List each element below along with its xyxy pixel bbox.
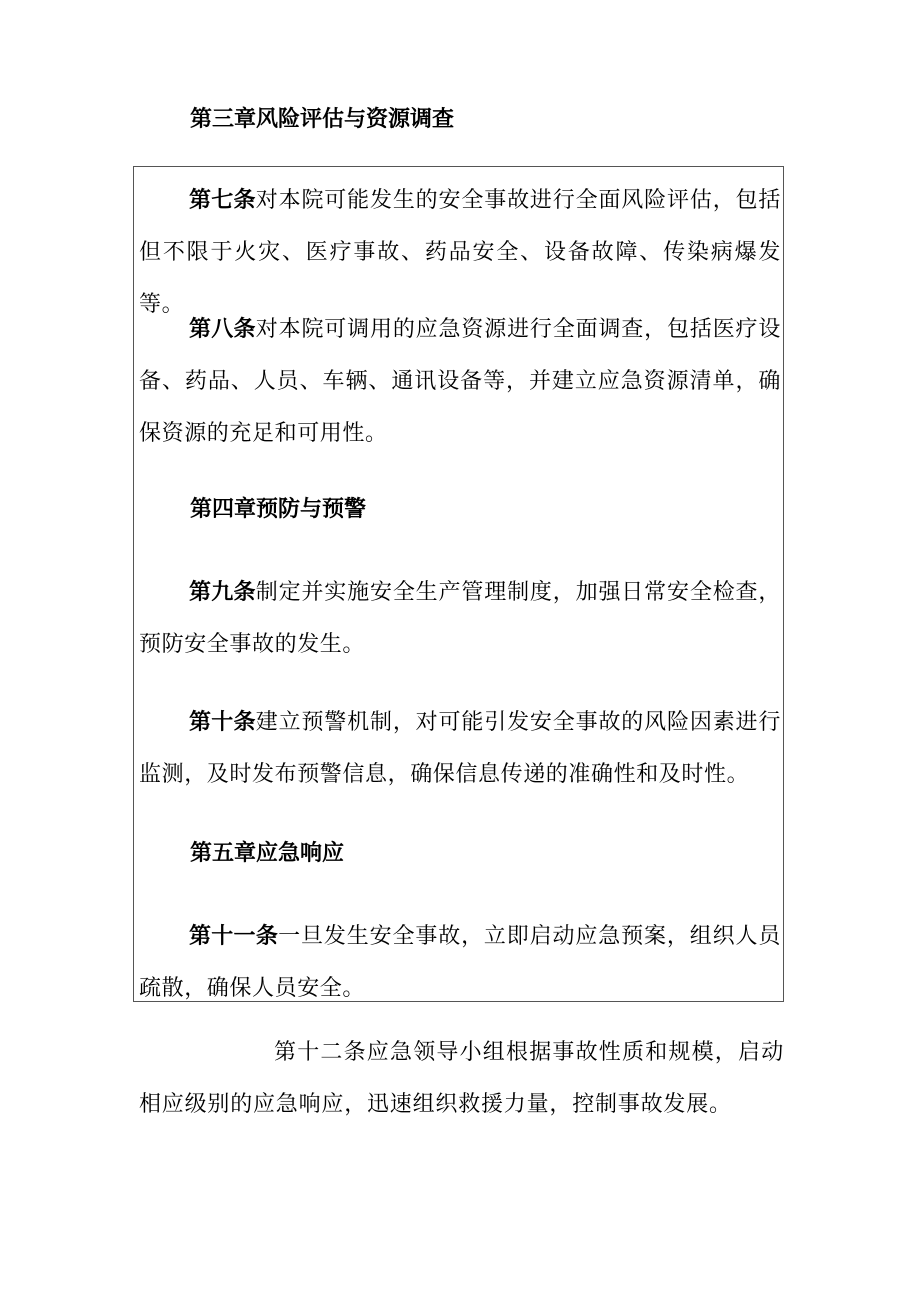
article-10: [139, 697, 781, 801]
article-9-number: 第九条: [189, 580, 256, 605]
article-9-text: 制定并实施安全生产管理制度，加强日常安全检查，预防安全事故的发生。: [139, 580, 781, 657]
article-8: [139, 304, 781, 460]
article-8-number: 第八条: [189, 317, 256, 342]
article-10-text: 建立预警机制，对可能引发安全事故的风险因素进行监测，及时发布预警信息，确保信息传递的准确性和及时性。: [139, 710, 781, 787]
article-7-text: 对本院可能发生的安全事故进行全面风险评估，包括但不限于火灾、医疗事故、药品安全、设备故障、传染病爆发等。: [139, 188, 781, 317]
article-11: [139, 911, 781, 1015]
article-8-text: 对本院可调用的应急资源进行全面调查，包括医疗设备、药品、人员、车辆、通讯设备等，并建立应急资源清单，确保资源的充足和可用性。: [139, 317, 781, 446]
article-10-number: 第十条: [189, 710, 256, 735]
chapter5-title: 第五章应急响应: [190, 841, 345, 866]
chapter4-title: 第四章预防与预警: [190, 497, 367, 522]
chapter3-title: 第三章风险评估与资源调查: [190, 107, 455, 132]
article-12: 第十二条应急领导小组根据事故性质和规模，启动相应级别的应急响应，迅速组织救援力量，控制事故发展。: [139, 1040, 784, 1117]
article-11-text: 一旦发生安全事故，立即启动应急预案，组织人员疏散，确保人员安全。: [139, 924, 781, 1001]
article-7-number: 第七条: [189, 188, 256, 213]
article-11-number: 第十一条: [189, 924, 279, 949]
article-9: [139, 567, 781, 671]
